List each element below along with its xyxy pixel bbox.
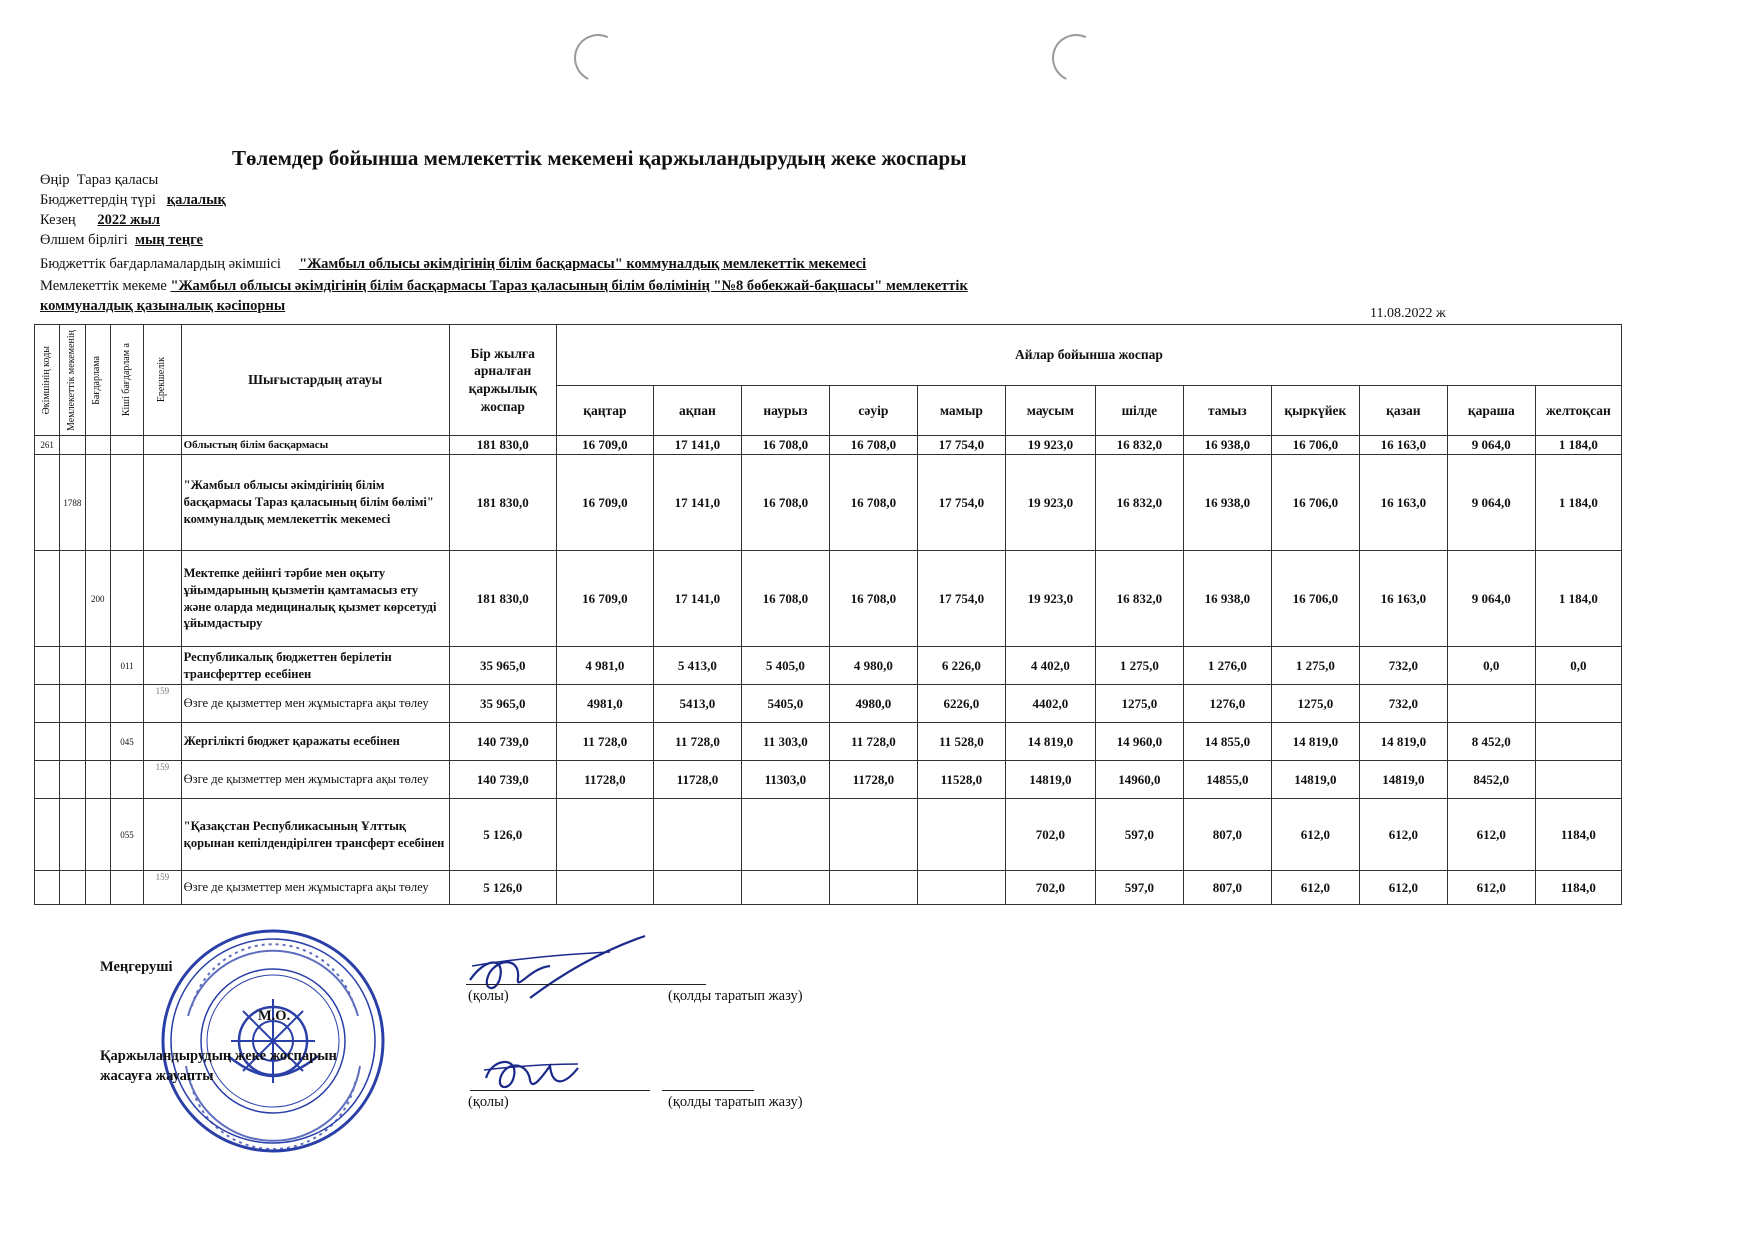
month-value-cell (917, 799, 1005, 871)
row-code-cell (144, 723, 181, 761)
month-value-cell (556, 871, 653, 905)
month-value-cell: 16 708,0 (741, 551, 829, 647)
month-value-cell: 17 141,0 (653, 455, 741, 551)
month-value-cell: 16 163,0 (1359, 436, 1447, 455)
month-value-cell: 1184,0 (1535, 799, 1621, 871)
month-value-cell: 702,0 (1005, 799, 1095, 871)
month-value-cell: 16 832,0 (1095, 455, 1183, 551)
month-value-cell: 16 706,0 (1271, 455, 1359, 551)
month-value-cell: 6226,0 (917, 685, 1005, 723)
row-code-cell (35, 685, 60, 723)
month-value-cell (653, 799, 741, 871)
month-value-cell: 17 754,0 (917, 436, 1005, 455)
table-row (35, 761, 1622, 799)
punch-hole-left (567, 27, 629, 89)
row-code-cell (60, 551, 85, 647)
row-code-cell (60, 761, 85, 799)
month-value-cell: 612,0 (1447, 799, 1535, 871)
month-value-cell: 19 923,0 (1005, 455, 1095, 551)
annual-plan-cell: 140 739,0 (449, 761, 556, 799)
row-code-cell (35, 761, 60, 799)
month-value-cell: 4 402,0 (1005, 647, 1095, 685)
month-header: қаңтар (556, 386, 653, 436)
month-value-cell: 17 754,0 (917, 455, 1005, 551)
month-value-cell: 9 064,0 (1447, 455, 1535, 551)
col-program-code: Бағдарлама (85, 325, 110, 436)
annual-plan-cell: 35 965,0 (449, 685, 556, 723)
month-value-cell: 11728,0 (653, 761, 741, 799)
row-code-cell (35, 871, 60, 905)
col-annual-plan: Бір жылға арналған қаржылық жоспар (449, 325, 556, 436)
month-value-cell: 4 980,0 (829, 647, 917, 685)
month-value-cell: 17 754,0 (917, 551, 1005, 647)
month-header: қыркүйек (1271, 386, 1359, 436)
row-code-cell (85, 871, 110, 905)
month-value-cell: 732,0 (1359, 647, 1447, 685)
month-value-cell: 16 708,0 (829, 455, 917, 551)
annual-plan-cell: 5 126,0 (449, 799, 556, 871)
month-value-cell (1447, 685, 1535, 723)
month-value-cell: 612,0 (1271, 871, 1359, 905)
month-header: мамыр (917, 386, 1005, 436)
month-header: сәуір (829, 386, 917, 436)
month-value-cell: 807,0 (1183, 871, 1271, 905)
row-code-cell (35, 551, 60, 647)
row-code-cell (85, 685, 110, 723)
month-value-cell: 732,0 (1359, 685, 1447, 723)
table-row (35, 551, 1622, 647)
row-code-cell: 159 (144, 871, 181, 905)
expense-name-cell: Жергілікті бюджет қаражаты есебінен (181, 723, 449, 761)
month-value-cell: 16 163,0 (1359, 455, 1447, 551)
month-value-cell: 14960,0 (1095, 761, 1183, 799)
month-value-cell: 5413,0 (653, 685, 741, 723)
month-value-cell: 14 819,0 (1005, 723, 1095, 761)
row-code-cell (60, 647, 85, 685)
month-value-cell: 16 832,0 (1095, 551, 1183, 647)
row-code-cell (110, 551, 143, 647)
month-value-cell: 14 855,0 (1183, 723, 1271, 761)
head-decode-caption: (қолды таратып жазу) (668, 988, 803, 1004)
month-value-cell: 19 923,0 (1005, 436, 1095, 455)
month-value-cell: 1276,0 (1183, 685, 1271, 723)
document-title: Төлемдер бойынша мемлекеттік мекемені қаржыландырудың жеке жоспары (232, 146, 967, 170)
financing-plan-table (34, 324, 1622, 905)
month-value-cell: 16 708,0 (741, 455, 829, 551)
month-value-cell: 807,0 (1183, 799, 1271, 871)
head-sign-caption: (қолы) (468, 988, 509, 1004)
month-header: наурыз (741, 386, 829, 436)
annual-plan-cell: 181 830,0 (449, 455, 556, 551)
row-code-cell (144, 436, 181, 455)
row-code-cell (35, 455, 60, 551)
row-code-cell: 045 (110, 723, 143, 761)
month-value-cell: 4402,0 (1005, 685, 1095, 723)
row-code-cell (110, 436, 143, 455)
month-value-cell (829, 799, 917, 871)
month-value-cell: 1 184,0 (1535, 436, 1621, 455)
month-header: қазан (1359, 386, 1447, 436)
month-value-cell: 16 163,0 (1359, 551, 1447, 647)
head-signature-line (466, 984, 706, 985)
month-value-cell: 4980,0 (829, 685, 917, 723)
header-institution-continuation: коммуналдық қазыналық кәсіпорны (40, 298, 286, 314)
month-value-cell: 1 276,0 (1183, 647, 1271, 685)
head-label: Меңгеруші (100, 959, 173, 975)
month-value-cell (1535, 723, 1621, 761)
document-date: 11.08.2022 ж (1370, 306, 1446, 321)
month-header: шілде (1095, 386, 1183, 436)
preparer-sign-caption: (қолы) (468, 1094, 509, 1110)
month-value-cell: 612,0 (1271, 799, 1359, 871)
annual-plan-cell: 181 830,0 (449, 436, 556, 455)
table-body (35, 436, 1622, 905)
stamp-place-label: М.О. (258, 1008, 291, 1024)
expense-name-cell: "Қазақстан Республикасының Ұлттық қорынан кепілдендірілген трансферт есебінен (181, 799, 449, 871)
row-code-cell (60, 436, 85, 455)
month-value-cell: 19 923,0 (1005, 551, 1095, 647)
expense-name-cell: "Жамбыл облысы әкімдігінің білім басқармасы Тараз қаласының білім бөлімі" коммуналдық мемлекеттік мекемесі (181, 455, 449, 551)
preparer-label-1: Қаржыландырудың жеке жоспарын (100, 1048, 337, 1064)
table-row (35, 436, 1622, 455)
month-value-cell: 16 708,0 (829, 551, 917, 647)
month-value-cell (1535, 761, 1621, 799)
row-code-cell (144, 799, 181, 871)
month-value-cell: 16 709,0 (556, 436, 653, 455)
row-code-cell: 159 (144, 685, 181, 723)
row-code-cell (85, 455, 110, 551)
month-value-cell: 612,0 (1359, 799, 1447, 871)
header-region: Өңір Тараз қаласы (40, 172, 159, 188)
month-value-cell: 11 728,0 (829, 723, 917, 761)
table-row (35, 799, 1622, 871)
month-value-cell: 4981,0 (556, 685, 653, 723)
month-value-cell: 16 706,0 (1271, 436, 1359, 455)
table-row (35, 871, 1622, 905)
col-monthly-plan: Айлар бойынша жоспар (556, 325, 1621, 386)
annual-plan-cell: 181 830,0 (449, 551, 556, 647)
month-value-cell: 1275,0 (1271, 685, 1359, 723)
month-header: қараша (1447, 386, 1535, 436)
col-admin-code: Әкімшінің коды (35, 325, 60, 436)
row-code-cell (85, 799, 110, 871)
row-code-cell (110, 871, 143, 905)
header-period: Кезең 2022 жыл (40, 212, 161, 228)
row-code-cell: 055 (110, 799, 143, 871)
row-code-cell (110, 761, 143, 799)
month-value-cell: 16 832,0 (1095, 436, 1183, 455)
month-value-cell (741, 799, 829, 871)
month-value-cell: 16 938,0 (1183, 551, 1271, 647)
row-code-cell (85, 723, 110, 761)
expense-name-cell: Өзге де қызметтер мен жұмыстарға ақы төлеу (181, 685, 449, 723)
month-value-cell: 1 184,0 (1535, 551, 1621, 647)
expense-name-cell: Өзге де қызметтер мен жұмыстарға ақы төлеу (181, 871, 449, 905)
row-code-cell (60, 685, 85, 723)
row-code-cell (85, 761, 110, 799)
preparer-decode-caption: (қолды таратып жазу) (668, 1094, 803, 1110)
header-unit: Өлшем бірлігі мың теңге (40, 232, 203, 248)
row-code-cell (144, 455, 181, 551)
month-value-cell: 11303,0 (741, 761, 829, 799)
month-value-cell: 612,0 (1447, 871, 1535, 905)
row-code-cell: 159 (144, 761, 181, 799)
month-value-cell: 702,0 (1005, 871, 1095, 905)
month-value-cell: 14 819,0 (1271, 723, 1359, 761)
month-value-cell: 16 708,0 (741, 436, 829, 455)
official-stamp (158, 926, 388, 1156)
row-code-cell (35, 647, 60, 685)
table-header-row-1 (35, 325, 1622, 386)
month-value-cell: 1275,0 (1095, 685, 1183, 723)
header-administrator: Бюджеттік бағдарламалардың әкімшісі "Жамбыл облысы әкімдігінің білім басқармасы" коммуналдық мемлекеттік мекемесі (40, 256, 867, 272)
row-code-cell: 1788 (60, 455, 85, 551)
header-budget-type: Бюджеттердің түрі қалалық (40, 192, 226, 208)
month-value-cell: 14819,0 (1005, 761, 1095, 799)
month-value-cell: 11 528,0 (917, 723, 1005, 761)
month-value-cell (741, 871, 829, 905)
month-value-cell: 16 938,0 (1183, 455, 1271, 551)
month-value-cell: 1 275,0 (1271, 647, 1359, 685)
month-value-cell: 16 708,0 (829, 436, 917, 455)
annual-plan-cell: 35 965,0 (449, 647, 556, 685)
table-row (35, 723, 1622, 761)
annual-plan-cell: 5 126,0 (449, 871, 556, 905)
row-code-cell (60, 871, 85, 905)
month-value-cell: 0,0 (1535, 647, 1621, 685)
month-value-cell (1535, 685, 1621, 723)
month-value-cell: 8 452,0 (1447, 723, 1535, 761)
month-value-cell: 612,0 (1359, 871, 1447, 905)
row-code-cell (35, 723, 60, 761)
month-value-cell: 9 064,0 (1447, 436, 1535, 455)
expense-name-cell: Мектепке дейінгі тәрбие мен оқыту ұйымдарының қызметін қамтамасыз ету және оларда медициналық қызмет көрсетуді ұйымдастыру (181, 551, 449, 647)
preparer-signature-line (470, 1090, 650, 1091)
month-value-cell: 16 709,0 (556, 551, 653, 647)
table-row (35, 685, 1622, 723)
table-row (35, 647, 1622, 685)
preparer-decode-line (662, 1090, 754, 1091)
month-value-cell: 14819,0 (1359, 761, 1447, 799)
month-value-cell: 16 709,0 (556, 455, 653, 551)
month-value-cell: 14 960,0 (1095, 723, 1183, 761)
month-value-cell: 11528,0 (917, 761, 1005, 799)
row-code-cell (110, 455, 143, 551)
month-value-cell: 14 819,0 (1359, 723, 1447, 761)
month-value-cell: 11 728,0 (653, 723, 741, 761)
row-code-cell (35, 799, 60, 871)
row-code-cell: 261 (35, 436, 60, 455)
row-code-cell: 011 (110, 647, 143, 685)
row-code-cell (144, 551, 181, 647)
row-code-cell (144, 647, 181, 685)
month-value-cell (917, 871, 1005, 905)
month-value-cell: 1184,0 (1535, 871, 1621, 905)
row-code-cell (110, 685, 143, 723)
expense-name-cell: Өзге де қызметтер мен жұмыстарға ақы төлеу (181, 761, 449, 799)
punch-hole-right (1045, 27, 1107, 89)
month-header: желтоқсан (1535, 386, 1621, 436)
month-value-cell: 1 275,0 (1095, 647, 1183, 685)
month-value-cell: 4 981,0 (556, 647, 653, 685)
month-value-cell: 597,0 (1095, 871, 1183, 905)
row-code-cell (60, 723, 85, 761)
row-code-cell (85, 436, 110, 455)
annual-plan-cell: 140 739,0 (449, 723, 556, 761)
month-value-cell: 5405,0 (741, 685, 829, 723)
preparer-label-2: жасауға жауапты (100, 1068, 214, 1084)
expense-name-cell: Республикалық бюджеттен берілетін трансферттер есебінен (181, 647, 449, 685)
row-code-cell (60, 799, 85, 871)
month-value-cell: 14855,0 (1183, 761, 1271, 799)
month-value-cell: 11728,0 (556, 761, 653, 799)
month-header: тамыз (1183, 386, 1271, 436)
month-value-cell: 17 141,0 (653, 551, 741, 647)
month-value-cell: 14819,0 (1271, 761, 1359, 799)
month-value-cell (556, 799, 653, 871)
month-header: маусым (1005, 386, 1095, 436)
month-value-cell: 597,0 (1095, 799, 1183, 871)
month-value-cell: 16 938,0 (1183, 436, 1271, 455)
month-value-cell: 17 141,0 (653, 436, 741, 455)
expense-name-cell: Облыстың білім басқармасы (181, 436, 449, 455)
month-value-cell: 11728,0 (829, 761, 917, 799)
table-row (35, 455, 1622, 551)
month-value-cell: 8452,0 (1447, 761, 1535, 799)
month-value-cell: 5 405,0 (741, 647, 829, 685)
month-value-cell: 0,0 (1447, 647, 1535, 685)
col-specific-code: Ерекшелік (144, 325, 181, 436)
month-value-cell (829, 871, 917, 905)
month-value-cell: 11 728,0 (556, 723, 653, 761)
month-header: ақпан (653, 386, 741, 436)
header-institution: Мемлекеттік мекеме "Жамбыл облысы әкімдігінің білім басқармасы Тараз қаласының білім бөлімінің "№8 бөбекжай-бақшасы" мемлекеттік (40, 278, 968, 294)
month-value-cell (653, 871, 741, 905)
month-value-cell: 5 413,0 (653, 647, 741, 685)
month-value-cell: 6 226,0 (917, 647, 1005, 685)
col-institution-code: Мемлекеттік мекеменің (60, 325, 85, 436)
month-value-cell: 9 064,0 (1447, 551, 1535, 647)
row-code-cell: 200 (85, 551, 110, 647)
col-expense-name: Шығыстардың атауы (181, 325, 449, 436)
month-value-cell: 16 706,0 (1271, 551, 1359, 647)
month-value-cell: 11 303,0 (741, 723, 829, 761)
col-subprogram-code: Кіші бағдарлам а (110, 325, 143, 436)
row-code-cell (85, 647, 110, 685)
month-value-cell: 1 184,0 (1535, 455, 1621, 551)
